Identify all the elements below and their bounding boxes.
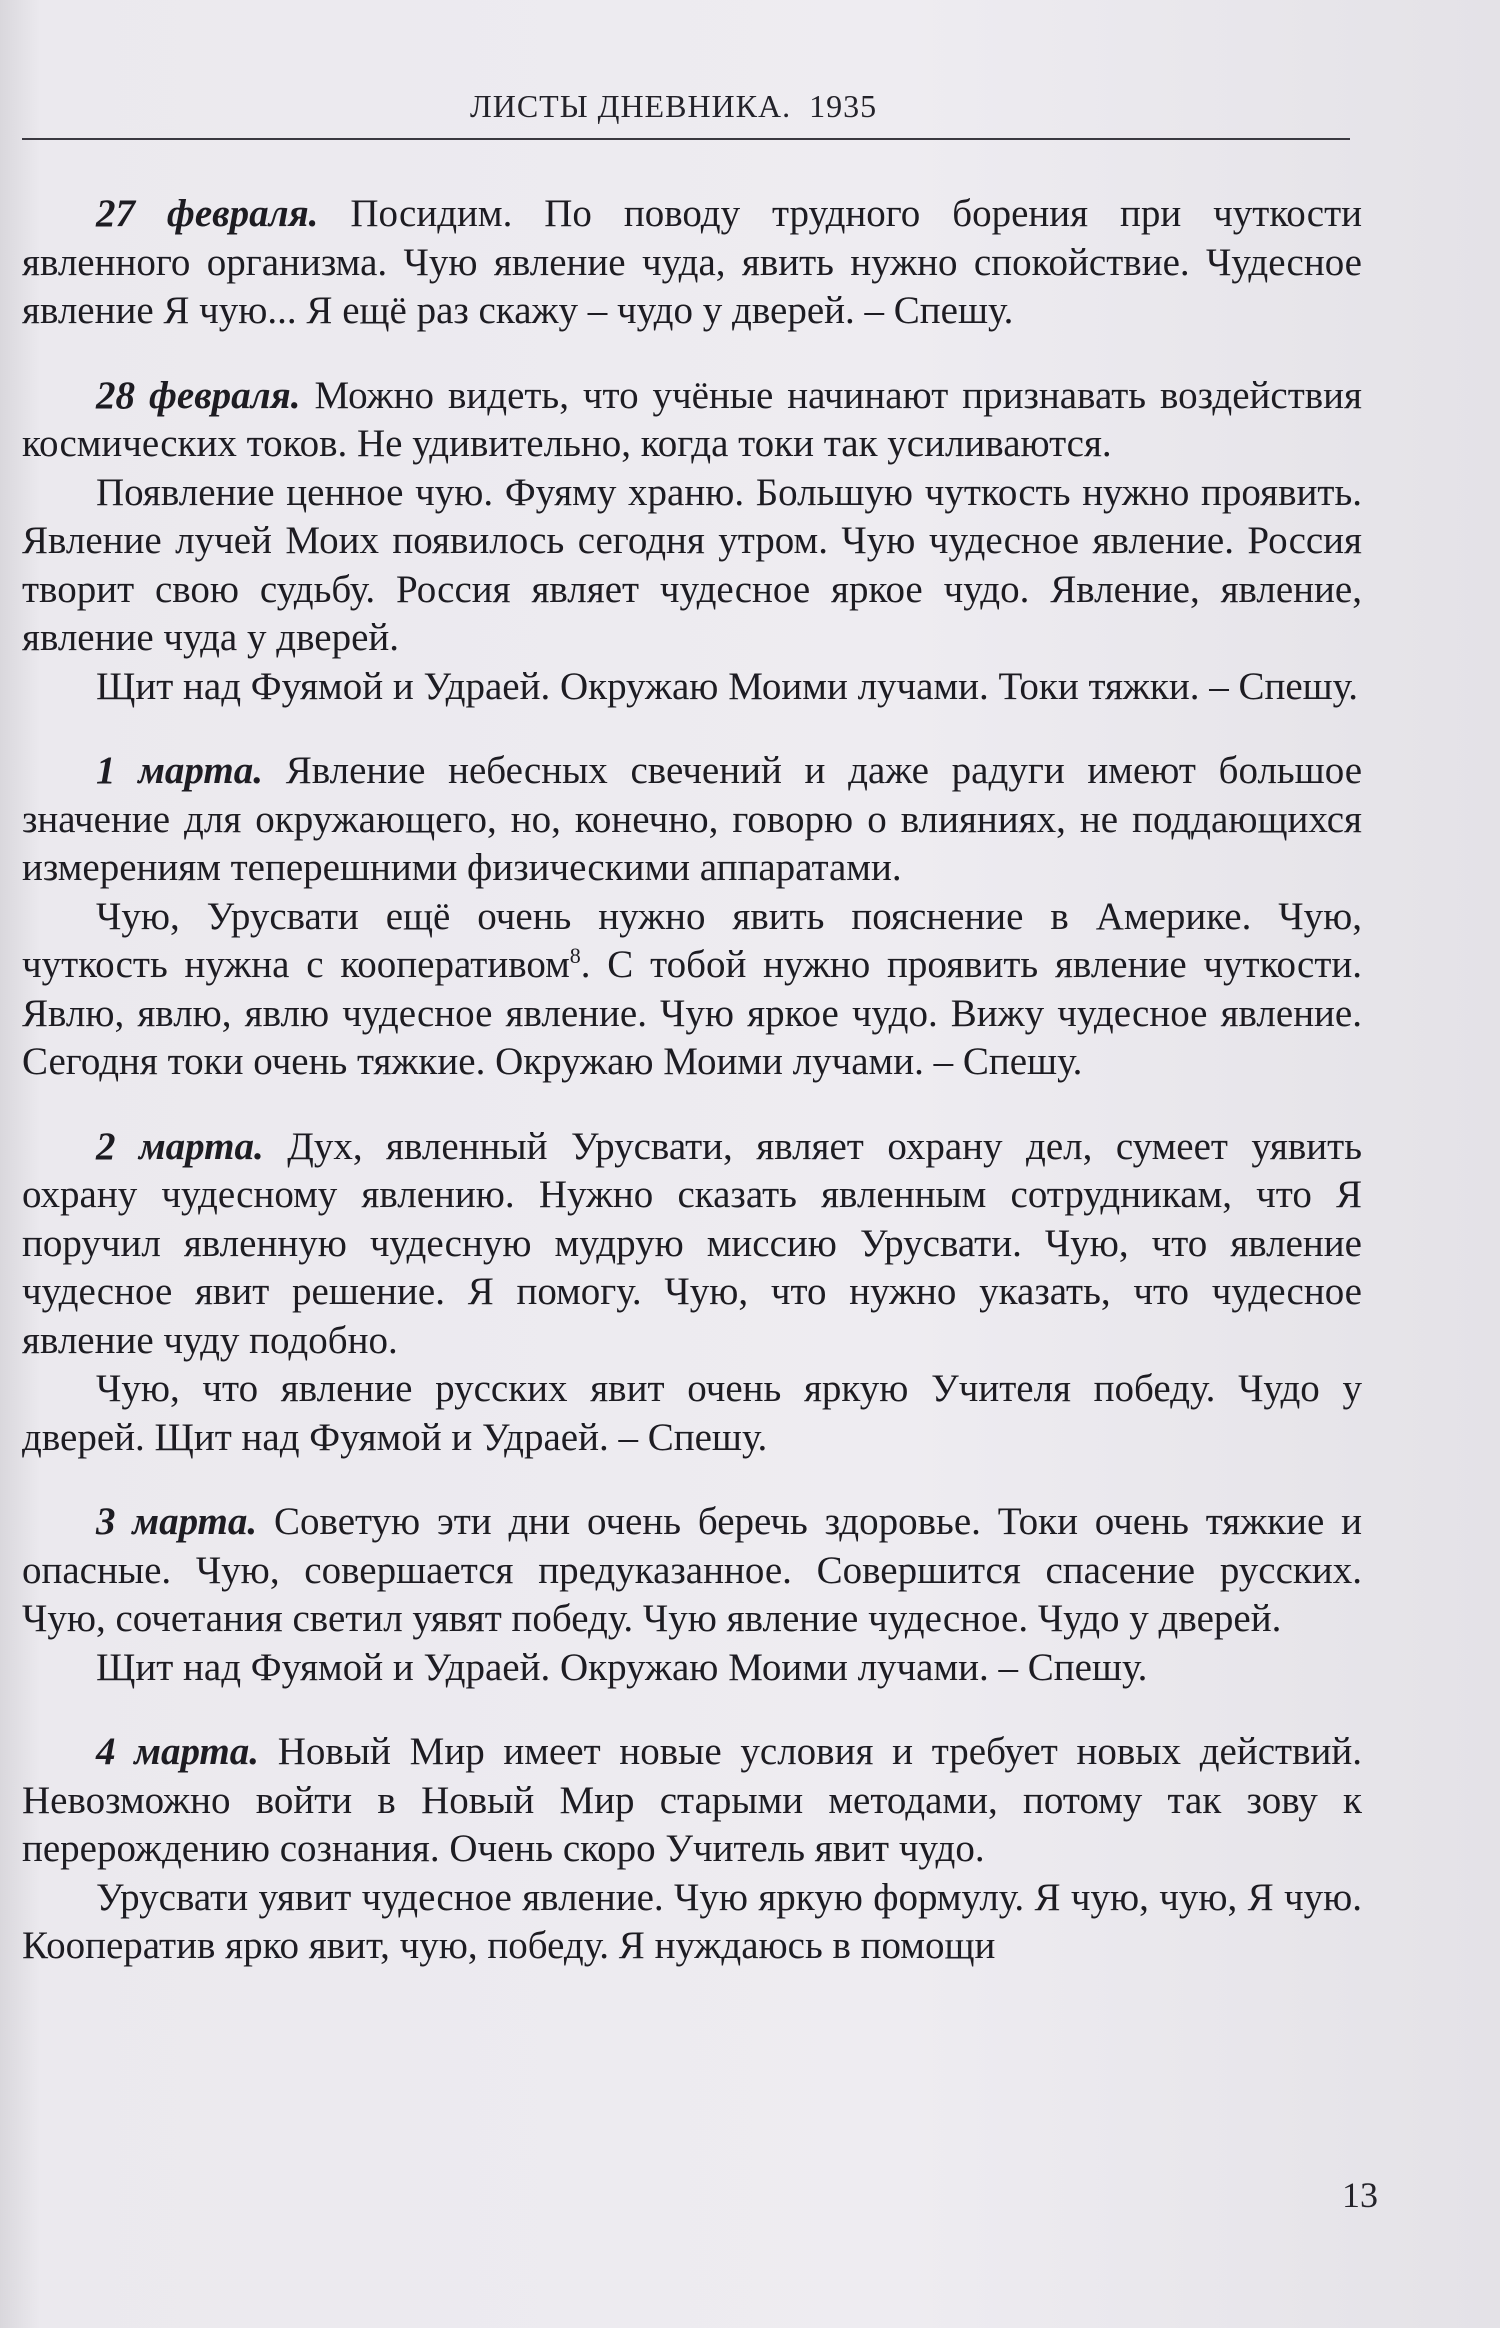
- paragraph-text: Щит над Фуямой и Удраей. Окружаю Моими лучами. Токи тяжки. – Спешу.: [96, 664, 1359, 708]
- running-head: [470, 88, 877, 125]
- diary-entry: [22, 372, 1362, 469]
- paragraph-text: Можно видеть, что учёные начинают признавать воздействия космических токов. Не удивительно, когда токи так усиливаются.: [22, 373, 1362, 465]
- entry-date: 27 февраля.: [96, 192, 319, 235]
- running-title: ЛИСТЫ ДНЕВНИКА.: [470, 88, 792, 124]
- entry-date: 2 марта.: [96, 1124, 264, 1168]
- paragraph-text: Чую, Урусвати ещё очень нужно явить пояснение в Америке. Чую, чуткость нужна с кооперативом: [22, 894, 1362, 986]
- page-number: 13: [1342, 2175, 1378, 2215]
- diary-entry: [22, 747, 1362, 893]
- paragraph-text: Появление ценное чую. Фуяму храню. Большую чуткость нужно проявить. Явление лучей Моих появилось сегодня утром. Чую чудесное явление. Россия творит свою судьбу. Россия являет чудесное яркое чудо. Явление, явление, явление чуда у дверей.: [22, 470, 1362, 659]
- entry-date: 28 февраля.: [96, 373, 301, 417]
- entry-date: 1 марта.: [96, 749, 263, 792]
- paragraph-text: Дух, явленный Урусвати, являет охрану дел, сумеет уявить охрану чудесному явлению. Нужно сказать явленным сотрудникам, что Я поручил явленную чудесную мудрую миссию Урусвати. Чую, что явление чудесное явит решение. Я помогу. Чую, что нужно указать, что чудесное явление чуду подобно.: [22, 1124, 1362, 1362]
- entry-paragraph: [22, 1874, 1362, 1971]
- paragraph-text: Советую эти дни очень беречь здоровье. Токи очень тяжкие и опасные. Чую, совершается предуказанное. Совершится спасение русских. Чую, сочетания светил уявят победу. Чую явление чудесное. Чудо у дверей.: [22, 1500, 1362, 1640]
- entry-paragraph: [22, 1365, 1362, 1462]
- diary-entry: [22, 1728, 1362, 1874]
- entry-date: 3 марта.: [96, 1500, 258, 1543]
- entry-paragraph: [22, 1644, 1362, 1693]
- entry-paragraph: [22, 469, 1362, 663]
- paragraph-text: Чую, что явление русских явит очень яркую Учителя победу. Чудо у дверей. Щит над Фуямой и Удраей. – Спешу.: [22, 1367, 1362, 1459]
- diary-entry: [22, 1498, 1362, 1644]
- header-rule: [22, 138, 1350, 140]
- paragraph-text: Щит над Фуямой и Удраей. Окружаю Моими лучами. – Спешу.: [96, 1645, 1148, 1689]
- entry-paragraph: [22, 663, 1362, 712]
- body-text: [22, 190, 1362, 1971]
- entry-paragraph: [22, 893, 1362, 1087]
- paragraph-text: Новый Мир имеет новые условия и требует новых действий. Невозможно войти в Новый Мир старыми методами, потому так зову к перерождению сознания. Очень скоро Учитель явит чудо.: [22, 1730, 1362, 1870]
- footnote-marker: 8: [569, 943, 581, 968]
- entry-date: 4 марта.: [96, 1730, 260, 1773]
- paragraph-text: Урусвати уявит чудесное явление. Чую яркую формулу. Я чую, чую, Я чую. Кооператив ярко явит, чую, победу. Я нуждаюсь в помощи: [22, 1875, 1362, 1967]
- paragraph-text: Явление небесных свечений и даже радуги имеют большое значение для окружающего, но, конечно, говорю о влияниях, не поддающихся измерениям теперешними физическими аппаратами.: [22, 749, 1363, 889]
- diary-entry: [22, 190, 1362, 336]
- running-year: 1935: [809, 88, 878, 124]
- paragraph-text: Посидим. По поводу трудного борения при чуткости явленного организма. Чую явление чуда, явить нужно спокойствие. Чудесное явление Я чую... Я ещё раз скажу – чудо у дверей. – Спешу.: [22, 192, 1362, 332]
- diary-entry: [22, 1123, 1362, 1366]
- paragraph-text: . С тобой нужно проявить явление чуткости. Явлю, явлю, явлю чудесное явление. Чую яркое чудо. Вижу чудесное явление. Сегодня токи очень тяжкие. Окружаю Моими лучами. – Спешу.: [22, 943, 1362, 1083]
